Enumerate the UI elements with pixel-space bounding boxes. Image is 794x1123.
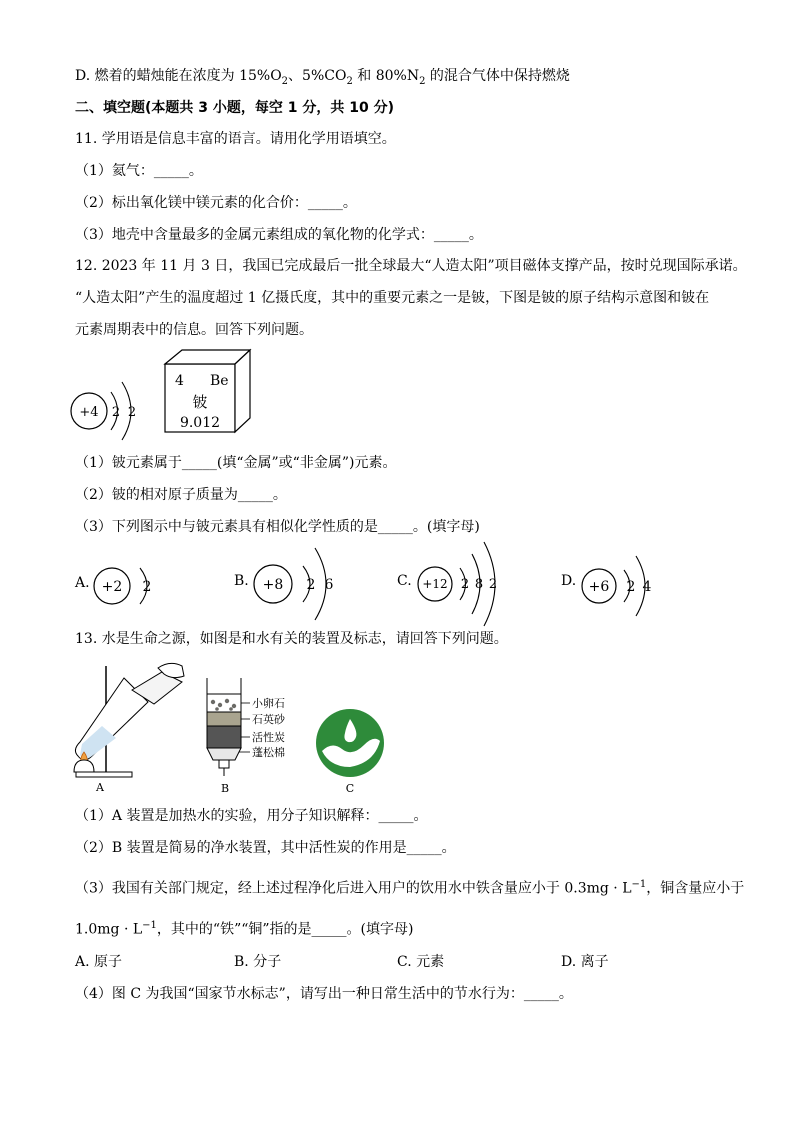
alcohol-lamp [74,760,94,772]
element-name: 铍 [192,393,208,411]
activated-carbon-layer [207,726,241,748]
question-13-4: （4）图 C 为我国“国家节水标志”，请写出一种日常生活中的节水行为：_____。 [75,986,573,1002]
choice-a: A. 原子 [75,954,123,970]
beryllium-shell-1: 2 [111,405,121,420]
section-heading: 二、填空题(本题共 3 小题，每空 1 分，共 10 分) [75,100,395,116]
option-c-label: C. [397,573,412,589]
choice-d: D. 离子 [561,954,609,970]
question-13-1: （1）A 装置是加热水的实验，用分子知识解释：_____。 [75,808,428,824]
quartz-sand-layer [207,712,241,726]
periodic-cell-side [235,350,250,432]
figure-c-label: C [345,782,355,795]
option-d-line: D. 燃着的蜡烛能在浓度为 $15\%O_2$、$5\%CO_2$ 和 $80\%N_2$ 的混合气体中保持燃烧 [75,68,570,87]
option-d-shell-2: 4 [642,579,652,595]
option-b-shell-1: 2 [306,577,316,593]
option-a-atom [92,558,172,614]
question-13-2: （2）B 装置是简易的净水装置，其中活性炭的作用是_____。 [75,840,456,856]
layer-label-sand: 石英砂 [252,713,285,726]
question-13-3-line1: （3）我国有关部门规定，经上述过程净化后进入用户的饮用水中铁含量应小于 $0.3mg \cdot L^{-1}$，铜含量应小于 [75,879,745,897]
iron-stand-base [76,772,132,777]
figure-a-heating-apparatus [70,660,190,795]
option-a-label: A. [75,575,90,591]
layer-label-pebble: 小卵石 [252,697,285,710]
option-c-charge: +12 [422,577,448,591]
layer-label-cotton: 蓬松棉 [252,746,285,759]
option-a-shell-1: 2 [142,579,152,595]
layer-label-carbon: 活性炭 [252,731,285,744]
option-d-label: D. [561,573,577,589]
option-b-shell-2: 6 [324,577,334,593]
beryllium-shell-2: 2 [127,405,137,420]
option-d-shell-1: 2 [626,579,636,595]
question-13-3-line2: $1.0mg \cdot L^{-1}$，其中的“铁”“铜”指的是_____。(填字母) [75,920,414,938]
option-c-shell-1: 2 [460,577,470,592]
bottle-cap [219,760,229,768]
question-11-2: （2）标出氧化镁中镁元素的化合价：_____。 [75,195,357,211]
figure-b-label: B [220,782,230,795]
question-11-3: （3）地壳中含量最多的金属元素组成的氧化物的化学式：_____。 [75,227,483,243]
question-11-1: （1）氦气：_____。 [75,163,203,179]
question-13: 13. 水是生命之源，如图是和水有关的装置及标志，请回答下列问题。 [75,631,508,647]
figure-a-label: A [96,781,104,794]
option-b-label: B. [234,573,249,589]
figure-c-water-saving-logo [312,705,392,797]
question-12-line3: 元素周期表中的信息。回答下列问题。 [75,322,313,338]
question-11: 11. 学用语是信息丰富的语言。请用化学用语填空。 [75,131,396,147]
atomic-number: 4 [175,373,184,389]
option-a-charge: +2 [101,579,123,595]
option-b-charge: +8 [262,577,284,593]
atomic-mass: 9.012 [179,415,221,431]
option-b-atom [253,544,343,624]
periodic-cell [160,346,260,436]
option-d-charge: +6 [588,579,610,595]
question-12-line1: 12. 2023 年 11 月 3 日，我国已完成最后一批全球最大“人造太阳”项目磁体支撑产品，按时兑现国际承诺。 [75,258,747,274]
element-symbol: Be [210,373,229,389]
cotton-layer [207,748,241,760]
option-c-shell-2: 8 [474,577,484,592]
beryllium-nucleus-charge: +4 [79,405,99,420]
question-12-1: （1）铍元素属于_____(填“金属”或“非金属”)元素。 [75,455,397,471]
question-12-line2: “人造太阳”产生的温度超过 1 亿摄氏度，其中的重要元素之一是铍，下图是铍的原子结构示意图和铍在 [75,290,710,306]
question-12-2: （2）铍的相对原子质量为_____。 [75,487,287,503]
option-c-atom [416,540,516,628]
option-c-shell-3: 2 [488,577,498,592]
option-d-atom [580,550,670,622]
figure-b-water-purifier [195,672,305,797]
question-12-3: （3）下列图示中与铍元素具有相似化学性质的是_____。(填字母) [75,519,480,535]
choice-b: B. 分子 [234,954,282,970]
choice-c: C. 元素 [397,954,445,970]
beryllium-atom-diagram [70,372,150,444]
